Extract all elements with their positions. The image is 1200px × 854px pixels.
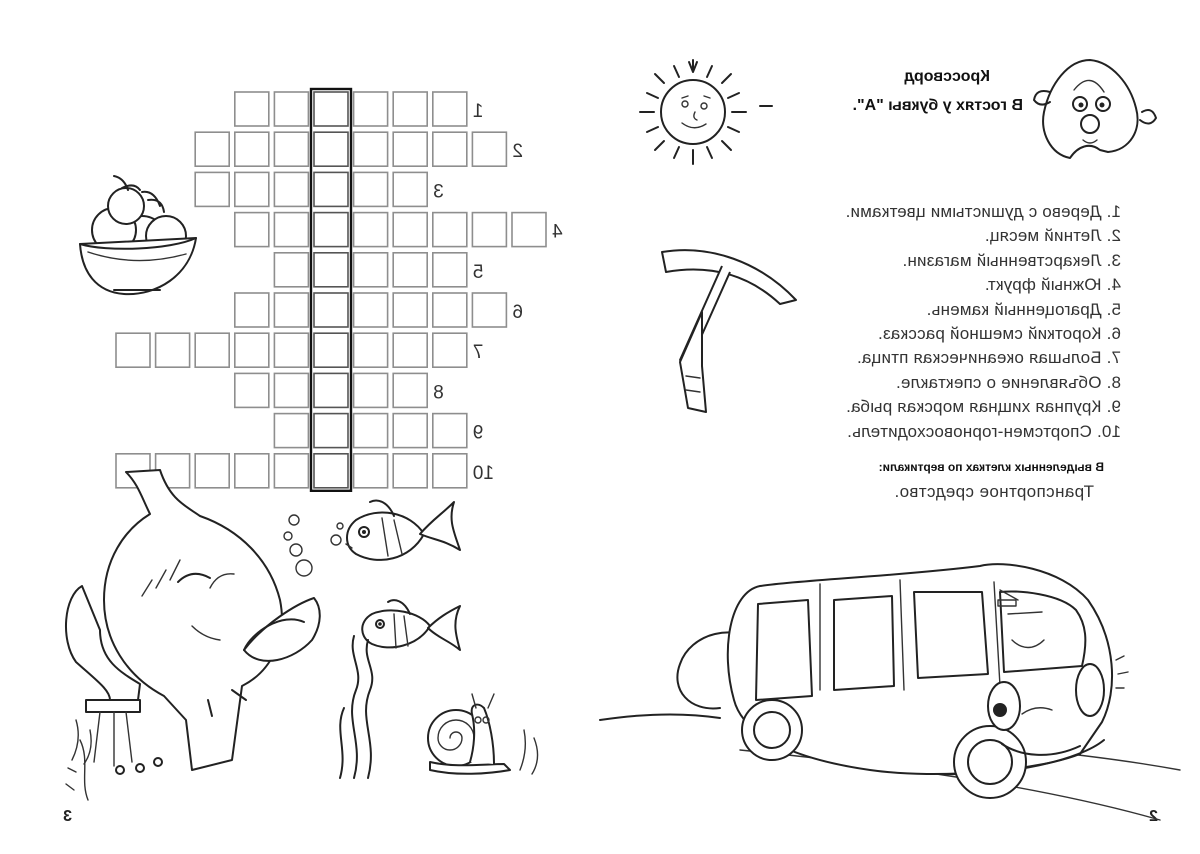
clue-8: 8. Объявление о спектакле. <box>895 372 1121 392</box>
hint-answer: Транспортное средство. <box>894 482 1094 501</box>
crossword-row-number: 2 <box>512 141 523 163</box>
clue-10: 10. Спортсмен-горновосходитель. <box>846 421 1121 441</box>
crossword-subtitle: В гостях у буквы "А". <box>852 97 1023 114</box>
crossword-heading: Кроссворд <box>904 68 990 85</box>
page-number-3: 3 <box>63 808 72 825</box>
hint-label: В выделенных клетках по вертикали: <box>878 460 1104 474</box>
crossword-row-number: 8 <box>433 382 444 404</box>
clue-5: 5. Драгоценный камень. <box>926 299 1121 319</box>
clue-3: 3. Лекарственный магазин. <box>902 250 1121 270</box>
page-number-2: 2 <box>1149 808 1158 825</box>
crossword-row-number: 4 <box>552 221 563 243</box>
crossword-row-number: 7 <box>472 342 484 364</box>
clue-4: 4. Южный фрукт. <box>984 275 1121 295</box>
crossword-row-number: 9 <box>472 422 484 444</box>
crossword-row-number: 6 <box>512 302 523 323</box>
clue-2: 2. Летний месяц. <box>984 226 1121 246</box>
crossword-row-number: 3 <box>433 181 444 203</box>
clue-6: 6. Короткий смешной рассказ. <box>877 324 1121 344</box>
clue-1: 1. Дерево с душистыми цветками. <box>845 202 1121 221</box>
crossword-row-number: 1 <box>472 101 484 122</box>
crossword-row-number: 10 <box>472 462 494 484</box>
crossword-row-number: 5 <box>472 261 484 283</box>
clue-9: 9. Крупная хищная морская рыба. <box>846 397 1121 417</box>
clue-7: 7. Большая океаническая птица. <box>856 348 1121 368</box>
seaweed-icon <box>66 636 372 800</box>
